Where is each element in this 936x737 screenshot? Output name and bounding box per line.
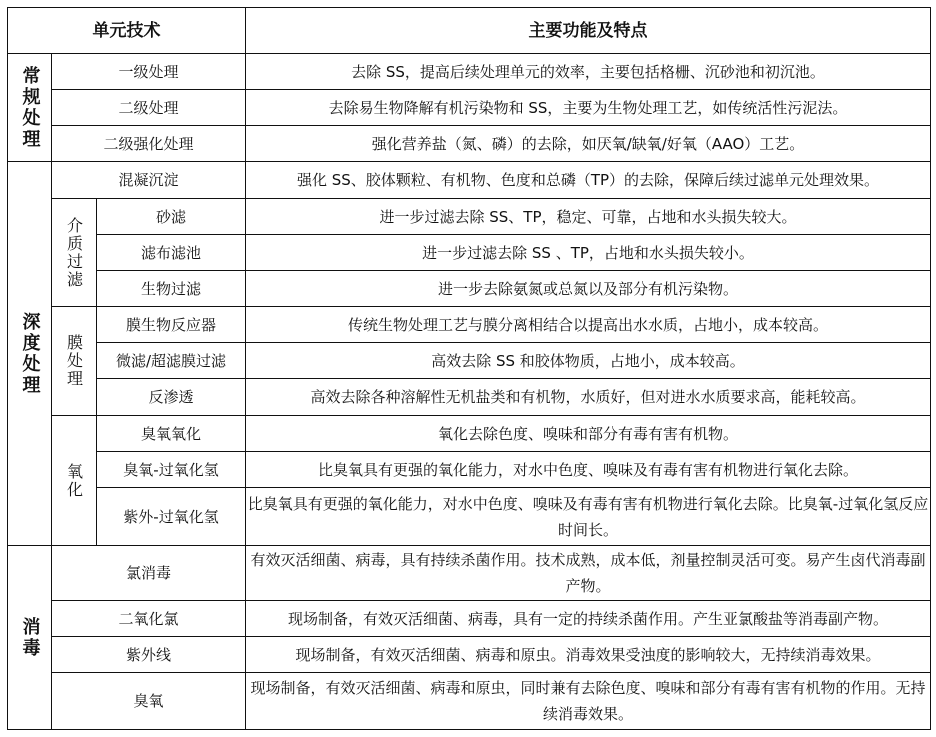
desc-cell: 现场制备，有效灭活细菌、病毒和原虫。消毒效果受浊度的影响较大，无持续消毒效果。 [246, 637, 931, 673]
table-row [8, 162, 931, 199]
header-function: 主要功能及特点 [246, 8, 931, 54]
table-row [8, 416, 931, 452]
desc-cell: 进一步过滤去除 SS 、TP，占地和水头损失较小。 [246, 235, 931, 271]
tech-cell: 紫外线 [52, 637, 246, 673]
tech-cell: 臭氧-过氧化氢 [97, 452, 246, 488]
table-row [8, 673, 931, 730]
tech-cell: 臭氧氧化 [97, 416, 246, 452]
tech-cell: 二氧化氯 [52, 601, 246, 637]
tech-cell: 氯消毒 [52, 546, 246, 601]
desc-cell: 比臭氧具有更强的氧化能力，对水中色度、嗅味及有毒有害有机物进行氧化去除。比臭氧-过氧化氢反应时间长。 [246, 488, 931, 546]
table-row [8, 199, 931, 235]
category-advanced: 深度处理 [8, 162, 52, 546]
table-row [8, 271, 931, 307]
desc-cell: 现场制备，有效灭活细菌、病毒，具有一定的持续杀菌作用。产生亚氯酸盐等消毒副产物。 [246, 601, 931, 637]
category-disinfection: 消毒 [8, 546, 52, 730]
table-row [8, 126, 931, 162]
tech-cell: 混凝沉淀 [52, 162, 246, 199]
category-conventional: 常规处理 [8, 54, 52, 162]
desc-cell: 去除易生物降解有机污染物和 SS，主要为生物处理工艺，如传统活性污泥法。 [246, 90, 931, 126]
desc-cell: 高效去除 SS 和胶体物质，占地小，成本较高。 [246, 343, 931, 379]
tech-cell: 二级强化处理 [52, 126, 246, 162]
desc-cell: 强化 SS、胶体颗粒、有机物、色度和总磷（TP）的去除，保障后续过滤单元处理效果。 [246, 162, 931, 199]
subcategory-oxidation: 氧化 [52, 416, 97, 546]
desc-cell: 传统生物处理工艺与膜分离相结合以提高出水水质，占地小，成本较高。 [246, 307, 931, 343]
table-row [8, 637, 931, 673]
desc-cell: 进一步去除氨氮或总氮以及部分有机污染物。 [246, 271, 931, 307]
desc-cell: 现场制备，有效灭活细菌、病毒和原虫，同时兼有去除色度、嗅味和部分有毒有害有机物的作用。无持续消毒效果。 [246, 673, 931, 730]
tech-cell: 滤布滤池 [97, 235, 246, 271]
table-row [8, 379, 931, 416]
table-row [8, 235, 931, 271]
table-row [8, 343, 931, 379]
desc-cell: 去除 SS，提高后续处理单元的效率，主要包括格栅、沉砂池和初沉池。 [246, 54, 931, 90]
tech-cell: 膜生物反应器 [97, 307, 246, 343]
header-row [8, 8, 931, 54]
wastewater-treatment-table [7, 7, 931, 730]
table-row [8, 601, 931, 637]
tech-cell: 臭氧 [52, 673, 246, 730]
table-row [8, 90, 931, 126]
table-row [8, 488, 931, 546]
tech-cell: 二级处理 [52, 90, 246, 126]
desc-cell: 强化营养盐（氮、磷）的去除，如厌氧/缺氧/好氧（AAO）工艺。 [246, 126, 931, 162]
tech-cell: 微滤/超滤膜过滤 [97, 343, 246, 379]
desc-cell: 有效灭活细菌、病毒，具有持续杀菌作用。技术成熟，成本低，剂量控制灵活可变。易产生卤代消毒副产物。 [246, 546, 931, 601]
tech-cell: 一级处理 [52, 54, 246, 90]
desc-cell: 氧化去除色度、嗅味和部分有毒有害有机物。 [246, 416, 931, 452]
desc-cell: 进一步过滤去除 SS、TP，稳定、可靠，占地和水头损失较大。 [246, 199, 931, 235]
table-row [8, 452, 931, 488]
header-unit-tech: 单元技术 [8, 8, 246, 54]
subcategory-membrane: 膜处理 [52, 307, 97, 416]
table-row [8, 54, 931, 90]
desc-cell: 比臭氧具有更强的氧化能力，对水中色度、嗅味及有毒有害有机物进行氧化去除。 [246, 452, 931, 488]
subcategory-media-filtration: 介质过滤 [52, 199, 97, 307]
table-row [8, 307, 931, 343]
tech-cell: 砂滤 [97, 199, 246, 235]
desc-cell: 高效去除各种溶解性无机盐类和有机物，水质好，但对进水水质要求高，能耗较高。 [246, 379, 931, 416]
tech-cell: 紫外-过氧化氢 [97, 488, 246, 546]
tech-cell: 反渗透 [97, 379, 246, 416]
tech-cell: 生物过滤 [97, 271, 246, 307]
table-row [8, 546, 931, 601]
